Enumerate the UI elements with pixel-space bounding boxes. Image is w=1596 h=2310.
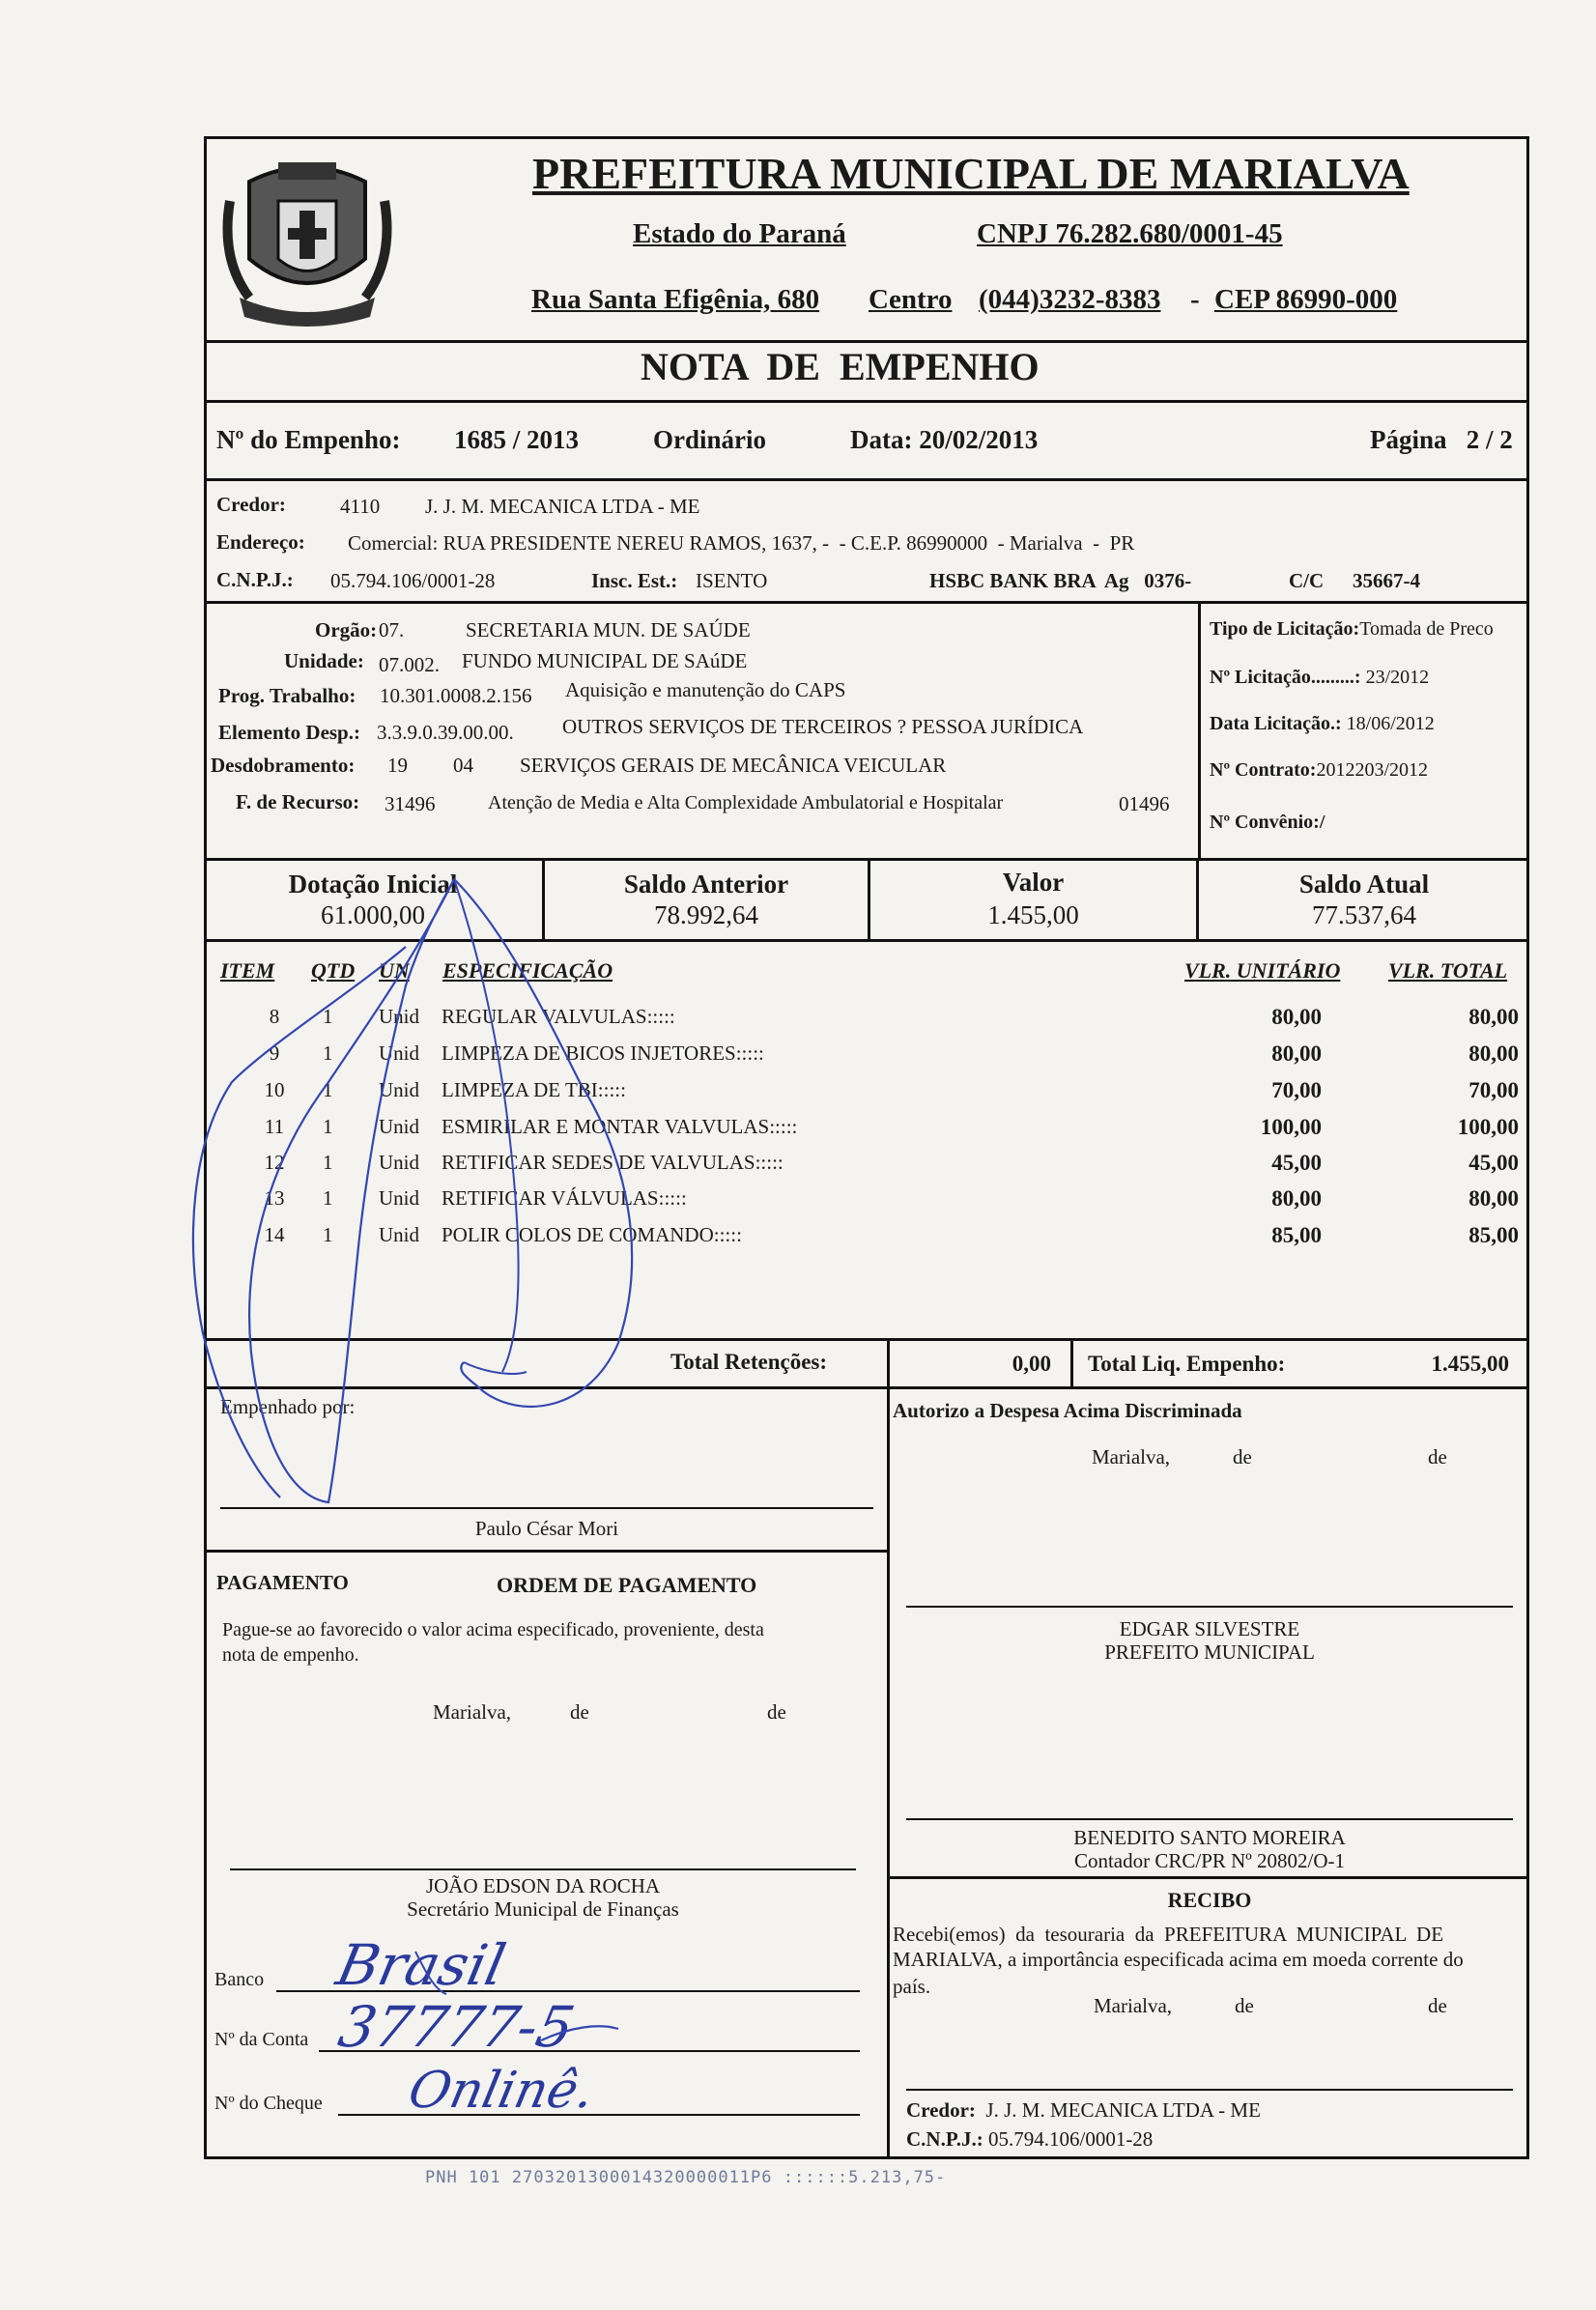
bank-info: HSBC BANK BRA Ag 0376- — [929, 569, 1192, 592]
row-desc: POLIR COLOS DE COMANDO::::: — [442, 1223, 742, 1246]
row-desc: LIMPEZA DE BICOS INJETORES::::: — [442, 1041, 764, 1065]
row-total: 80,00 — [1468, 1005, 1519, 1029]
address-field-label: Endereço: — [216, 530, 305, 554]
row-un: Unid — [379, 1078, 419, 1101]
row-un: Unid — [379, 1186, 419, 1210]
row-total: 80,00 — [1468, 1186, 1519, 1211]
row-un: Unid — [379, 1151, 419, 1174]
mayor-title: PREFEITO MUNICIPAL — [1104, 1640, 1315, 1664]
valor-value: 1.455,00 — [987, 900, 1079, 929]
elemento-code: 3.3.9.0.39.00.00. — [377, 721, 514, 744]
row-item: 13 — [264, 1186, 285, 1210]
credor-address: Comercial: RUA PRESIDENTE NEREU RAMOS, 1637, - - C.E.P. 86990000 - Marialva - PR — [348, 531, 1135, 555]
saldo-anterior-value: 78.992,64 — [654, 900, 758, 929]
cheque-handwriting: Onlinê. — [403, 2062, 600, 2120]
row-total: 70,00 — [1468, 1078, 1519, 1102]
row-un: Unid — [379, 1115, 419, 1138]
col-un: UN — [379, 958, 410, 983]
recibo-label: RECIBO — [1167, 1888, 1252, 1912]
row-item: 12 — [264, 1151, 285, 1174]
row-un: Unid — [379, 1005, 419, 1028]
district-label: Centro — [869, 284, 953, 315]
empenho-date: Data: 20/02/2013 — [850, 425, 1039, 454]
row-qtd: 1 — [323, 1041, 333, 1065]
cheque-label: Nº do Cheque — [214, 2093, 323, 2114]
recibo-city: Marialva, — [1094, 1994, 1173, 2017]
conta-label: Nº da Conta — [214, 2029, 309, 2050]
recibo-cnpj-label: C.N.P.J.: — [906, 2127, 983, 2151]
col-espec: ESPECIFICAÇÃO — [442, 958, 613, 983]
recibo-text-2: MARIALVA, a importância especificada acima em moeda corrente do — [893, 1948, 1464, 1971]
row-qtd: 1 — [323, 1115, 333, 1138]
unidade-code: 07.002. — [379, 653, 440, 676]
valor-label: Valor — [1002, 868, 1065, 897]
insc-value: ISENTO — [696, 569, 768, 592]
row-total: 80,00 — [1468, 1041, 1519, 1066]
row-qtd: 1 — [323, 1078, 333, 1101]
row-unit: 100,00 — [1260, 1115, 1322, 1139]
unidade-label: Unidade: — [284, 649, 364, 672]
row-unit: 80,00 — [1271, 1005, 1322, 1029]
empenhado-label: Empenhado por: — [220, 1395, 356, 1418]
pagamento-de1: de — [570, 1700, 589, 1724]
col-qtd: QTD — [311, 958, 356, 983]
row-unit: 45,00 — [1271, 1151, 1322, 1175]
secretary-title: Secretário Municipal de Finanças — [407, 1897, 679, 1921]
saldo-anterior-label: Saldo Anterior — [623, 870, 789, 898]
row-total: 85,00 — [1468, 1223, 1519, 1247]
recibo-cnpj: 05.794.106/0001-28 — [987, 2127, 1154, 2151]
dotacao-label: Dotação Inicial — [288, 870, 458, 898]
phone-label: (044)3232-8383 — [979, 284, 1161, 315]
secretary-name: JOÃO EDSON DA ROCHA — [425, 1874, 661, 1897]
cnpj-label: CNPJ 76.282.680/0001-45 — [977, 218, 1283, 249]
convenio-label: Nº Convênio:/ — [1210, 812, 1325, 833]
row-qtd: 1 — [323, 1151, 333, 1174]
mayor-name: EDGAR SILVESTRE — [1119, 1617, 1300, 1640]
cep-label: CEP 86990-000 — [1214, 284, 1398, 315]
desdobramento-b: 04 — [453, 754, 473, 777]
orgao-label: Orgão: — [315, 618, 378, 642]
contrato-label: Nº Contrato: — [1210, 759, 1317, 781]
row-un: Unid — [379, 1223, 419, 1246]
recibo-text-1: Recebi(emos) da tesouraria da PREFEITURA MUNICIPAL DE — [893, 1923, 1444, 1946]
autorizo-de1: de — [1233, 1445, 1252, 1469]
credor-code: 4110 — [340, 495, 381, 518]
accountant-name: BENEDITO SANTO MOREIRA — [1073, 1826, 1346, 1849]
col-vlr-total: VLR. TOTAL — [1388, 958, 1508, 983]
banco-label: Banco — [214, 1969, 265, 1990]
cc-value: 35667-4 — [1353, 569, 1420, 592]
retencoes-label: Total Retenções: — [670, 1350, 828, 1374]
page-number: Página 2 / 2 — [1370, 425, 1513, 454]
prog-code: 10.301.0008.2.156 — [380, 684, 532, 707]
pagamento-de2: de — [767, 1700, 786, 1724]
row-unit: 85,00 — [1271, 1223, 1322, 1247]
recibo-de2: de — [1428, 1994, 1447, 2017]
address-label: Rua Santa Efigênia, 680 — [531, 284, 820, 315]
recurso-number: 01496 — [1119, 792, 1170, 815]
recurso-code: 31496 — [385, 792, 436, 815]
desdobramento-name: SERVIÇOS GERAIS DE MECÂNICA VEICULAR — [520, 754, 947, 777]
recibo-de1: de — [1235, 1994, 1254, 2017]
header-separator: - — [1190, 284, 1200, 315]
banco-handwriting: Brasil — [330, 1932, 512, 1998]
row-desc: REGULAR VALVULAS::::: — [442, 1005, 675, 1028]
autorizo-city: Marialva, — [1092, 1445, 1171, 1469]
col-vlr-unit: VLR. UNITÁRIO — [1184, 958, 1341, 983]
bank-stamp: PNH 101 2703201300014320000011P6 ::::::5.213,75- — [425, 2168, 947, 2187]
saldo-atual-label: Saldo Atual — [1298, 870, 1430, 898]
elemento-name: OUTROS SERVIÇOS DE TERCEIROS ? PESSOA JURÍDICA — [562, 715, 1084, 738]
liquido-value: 1.455,00 — [1431, 1352, 1509, 1376]
empenhado-name: Paulo César Mori — [474, 1517, 619, 1540]
credor-name: J. J. M. MECANICA LTDA - ME — [425, 495, 700, 518]
row-desc: RETIFICAR VÁLVULAS::::: — [442, 1186, 687, 1210]
credor-label: Credor: — [216, 493, 286, 516]
row-desc: RETIFICAR SEDES DE VALVULAS::::: — [442, 1151, 784, 1174]
recurso-name: Atenção de Media e Alta Complexidade Ambulatorial e Hospitalar — [488, 792, 1004, 813]
row-item: 11 — [264, 1115, 285, 1138]
col-item: ITEM — [220, 958, 275, 983]
licitacao-tipo: Tomada de Preco — [1359, 618, 1494, 640]
autorizo-label: Autorizo a Despesa Acima Discriminada — [893, 1399, 1242, 1422]
row-qtd: 1 — [323, 1005, 333, 1028]
recibo-credor-label: Credor: — [906, 2098, 976, 2122]
row-unit: 80,00 — [1271, 1186, 1322, 1211]
accountant-title: Contador CRC/PR Nº 20802/O-1 — [1073, 1849, 1346, 1872]
liquido-label: Total Liq. Empenho: — [1088, 1352, 1286, 1376]
desdobramento-label: Desdobramento: — [211, 754, 356, 777]
pagamento-text-1: Pague-se ao favorecido o valor acima especificado, proveniente, desta — [222, 1619, 764, 1640]
empenho-number: 1685 / 2013 — [454, 425, 580, 454]
desdobramento-a: 19 — [387, 754, 408, 777]
state-label: Estado do Paraná — [633, 218, 846, 249]
unidade-name: FUNDO MUNICIPAL DE SAúDE — [462, 649, 748, 672]
row-unit: 70,00 — [1271, 1078, 1322, 1102]
credor-cnpj-label: C.N.P.J.: — [216, 568, 294, 591]
autorizo-de2: de — [1428, 1445, 1447, 1469]
elemento-label: Elemento Desp.: — [218, 721, 360, 744]
credor-cnpj: 05.794.106/0001-28 — [330, 569, 496, 592]
row-qtd: 1 — [323, 1186, 333, 1210]
saldo-atual-value: 77.537,64 — [1312, 900, 1416, 929]
recibo-credor: J. J. M. MECANICA LTDA - ME — [985, 2098, 1261, 2122]
insc-label: Insc. Est.: — [591, 569, 678, 592]
pagamento-label: PAGAMENTO — [216, 1571, 349, 1594]
orgao-name: SECRETARIA MUN. DE SAÚDE — [466, 618, 751, 642]
row-qtd: 1 — [323, 1223, 333, 1246]
pagamento-city: Marialva, — [433, 1700, 512, 1724]
empenho-number-label: Nº do Empenho: — [216, 425, 401, 454]
row-item: 10 — [264, 1078, 285, 1101]
recurso-label: F. de Recurso: — [236, 790, 360, 813]
licitacao-data: 18/06/2012 — [1346, 713, 1435, 734]
page-title: PREFEITURA MUNICIPAL DE MARIALVA — [532, 149, 1410, 198]
row-item: 8 — [269, 1005, 280, 1028]
prog-name: Aquisição e manutenção do CAPS — [565, 678, 846, 701]
contrato-value: 2012203/2012 — [1316, 759, 1429, 781]
orgao-code: 07. — [379, 618, 405, 642]
document-title: NOTA DE EMPENHO — [641, 345, 1040, 388]
row-desc: ESMIRILAR E MONTAR VALVULAS::::: — [442, 1115, 798, 1138]
pagamento-text-2: nota de empenho. — [222, 1644, 359, 1666]
ordem-label: ORDEM DE PAGAMENTO — [497, 1573, 757, 1597]
licitacao-data-label: Data Licitação.: — [1210, 713, 1342, 734]
row-item: 9 — [269, 1041, 280, 1065]
row-total: 100,00 — [1457, 1115, 1519, 1139]
prog-label: Prog. Trabalho: — [218, 684, 356, 707]
retencoes-value: 0,00 — [1012, 1352, 1051, 1376]
row-total: 45,00 — [1468, 1151, 1519, 1175]
row-item: 14 — [264, 1223, 285, 1246]
licitacao-num-label: Nº Licitação.........: — [1210, 667, 1361, 688]
row-desc: LIMPEZA DE TBI::::: — [442, 1078, 626, 1101]
empenho-type: Ordinário — [653, 425, 767, 454]
recibo-text-3: país. — [893, 1975, 931, 1998]
licitacao-num: 23/2012 — [1365, 667, 1430, 688]
row-unit: 80,00 — [1271, 1041, 1322, 1066]
dotacao-value: 61.000,00 — [321, 900, 425, 929]
cc-label: C/C — [1289, 569, 1325, 592]
conta-handwriting: 37777-5 — [332, 1994, 581, 2060]
row-un: Unid — [379, 1041, 419, 1065]
licitacao-tipo-label-text: Tipo de Licitação: — [1210, 618, 1360, 640]
